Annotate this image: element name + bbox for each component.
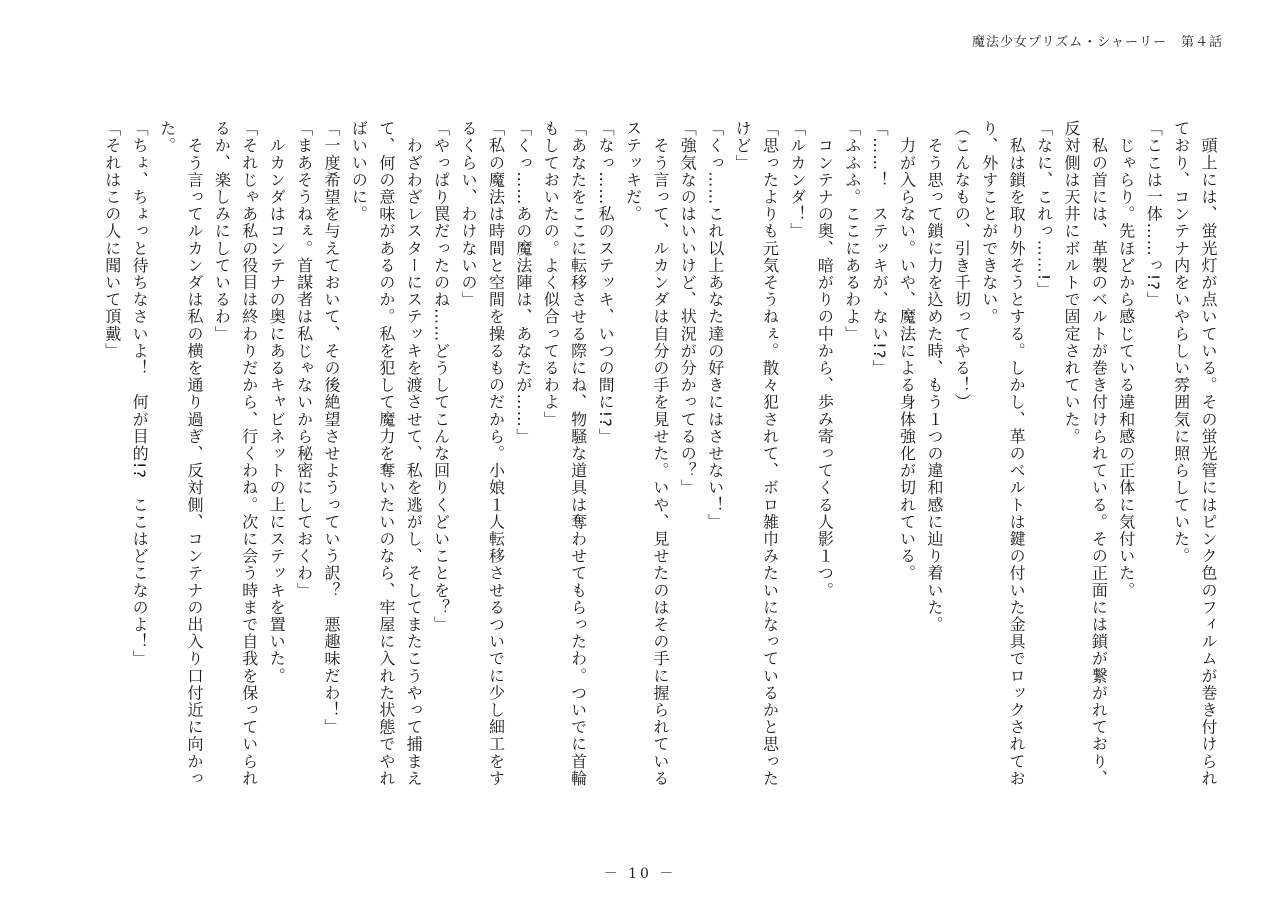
- paragraph: 「私の魔法は時間と空間を操るものだから。小娘１人転移させるついでに少し細工をするくらい、わけないの」: [459, 120, 506, 787]
- paragraph: 「まあそうねぇ。首謀者は私じゃないから秘密にしておくわ」: [294, 120, 314, 599]
- paragraph: 「強気なのはいいけど、状況が分かってるの？」: [678, 120, 698, 497]
- paragraph: じゃらり。先ほどから感じている違和感の正体に気付いた。: [1116, 120, 1136, 599]
- paragraph: ルカンダはコンテナの奥にあるキャビネットの上にステッキを置いた。: [267, 120, 287, 685]
- paragraph: （こんなもの、引き千切ってやる！）: [952, 120, 972, 411]
- paragraph: 力が入らない。いや、魔法による身体強化が切れている。: [897, 120, 917, 582]
- paragraph: 「ルカンダ！」: [787, 120, 807, 240]
- paragraph: 「ふふふ。ここにあるわよ」: [842, 120, 862, 343]
- paragraph: 私の首には、革製のベルトが巻き付けられている。その正面には鎖が繋がれており、反対側は天井にボルトで固定されていた。: [1061, 120, 1109, 787]
- paragraph: 「思ったよりも元気そうねぇ。散々犯されて、ボロ雑巾みたいになっているかと思ったけど」: [733, 120, 780, 787]
- paragraph: 「ちょ、ちょっと待ちなさいよ！ 何が目的!? ここはどこなのよ！」: [130, 120, 150, 668]
- paragraph: 「ここは一体……っ!?」: [1144, 120, 1164, 309]
- paragraph: 頭上には、蛍光灯が点いている。その蛍光管にはピンク色のフィルムが巻き付けられており、コンテナ内をいやらしい雰囲気に照らしていた。: [1171, 120, 1218, 787]
- paragraph: 「一度希望を与えておいて、その後絶望させようっていう訳？ 悪趣味だわ！」: [322, 120, 341, 736]
- paragraph: 私は鎖を取り外そうとする。しかし、革のベルトは鍵の付いた金具でロックされており、外すことができない。: [979, 120, 1027, 787]
- paragraph: 「やっぱり罠だったのね……どうしてこんな回りくどいことを？」: [431, 120, 451, 633]
- paragraph: 「それじゃあ私の役目は終わりだから、行くわね。次に会う時まで自我を保っていられるか、楽しみにしているわ」: [212, 120, 259, 787]
- page-number: － 10 －: [603, 866, 677, 882]
- paragraph: そう言って、ルカンダは自分の手を見せた。いや、見せたのはその手に握られているステッキだ。: [623, 120, 670, 787]
- body-text: [62, 120, 1222, 800]
- paragraph: 「それはこの人に聞いて頂戴」: [102, 120, 122, 360]
- paragraph: 「くっ……あの魔法陣は、あなたが……」: [513, 120, 533, 445]
- paragraph: 「あなたをここに転移させる際にね、物騒な道具は奪わせてもらったわ。ついでに首輪もしておいたの。よく似合ってるわよ」: [541, 120, 588, 787]
- paragraph: 「なっ……私のステッキ、いつの間に!?」: [596, 120, 616, 445]
- paragraph: わざわざレスターにステッキを渡させて、私を逃がし、そしてまたこうやって捕まえて、何の意味があるのか。私を犯して魔力を奪いたいのなら、牢屋に入れた状態でやればいいのに。: [349, 120, 424, 787]
- paragraph: 「なに、これっ……!」: [1034, 120, 1054, 299]
- running-header: 魔法少女プリズム・シャーリー 第４話: [972, 35, 1223, 50]
- paragraph: コンテナの奥、暗がりの中から、歩み寄ってくる人影１つ。: [815, 120, 835, 599]
- paragraph: そう思って鎖に力を込めた時、もう１つの違和感に辿り着いた。: [924, 120, 944, 633]
- paragraph: 「くっ……これ以上あなた達の好きにはさせない！」: [705, 120, 725, 531]
- paragraph: 「……！ ステッキが、ない!?」: [870, 120, 890, 377]
- paragraph: そう言ってルカンダは私の横を通り過ぎ、反対側、コンテナの出入り口付近に向かった。: [157, 120, 204, 787]
